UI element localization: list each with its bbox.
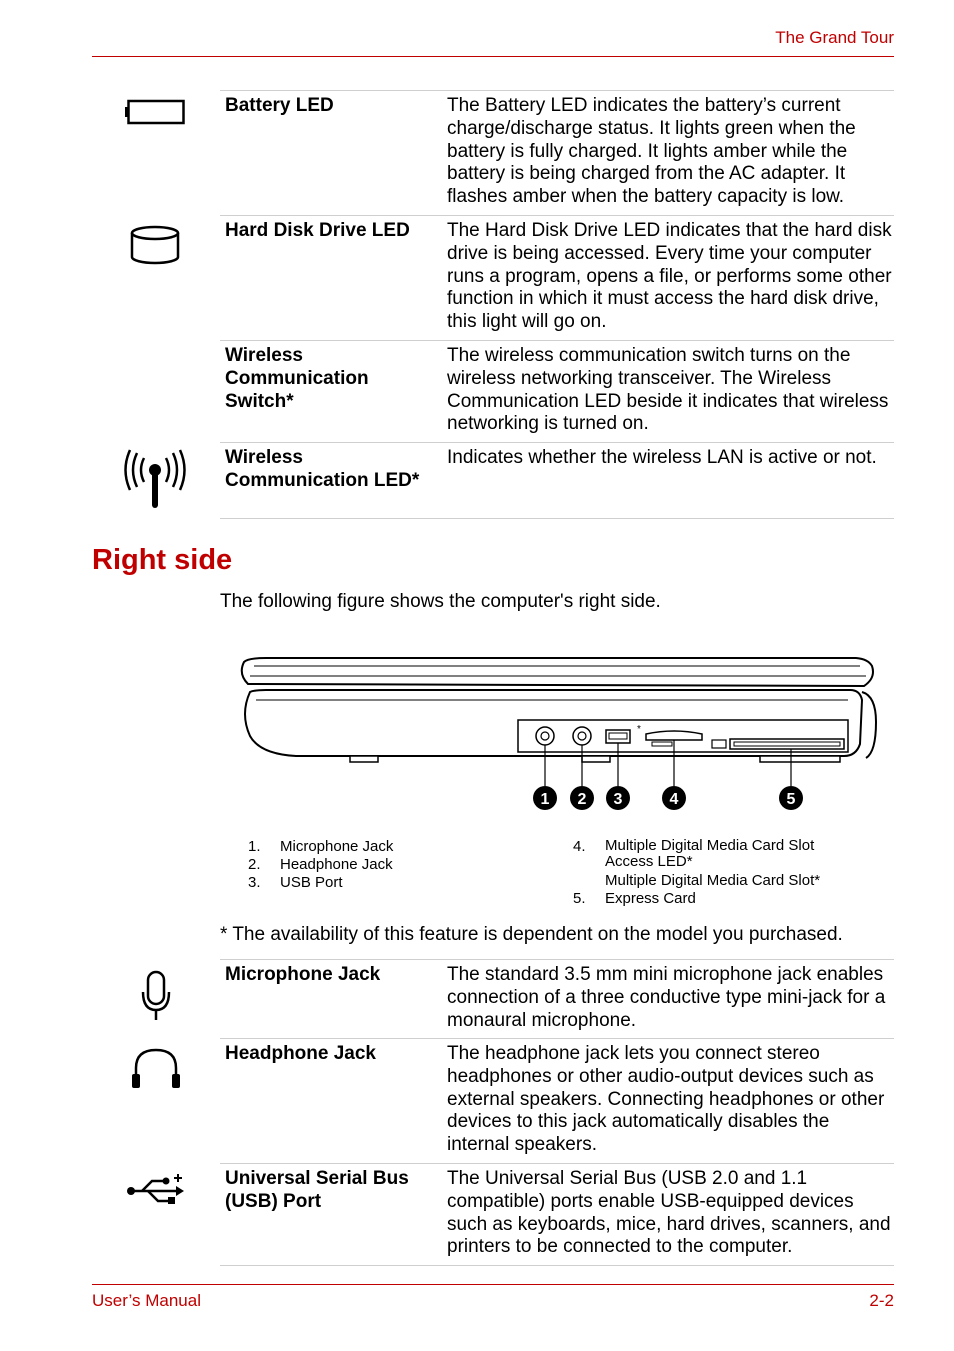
section-intro: The following figure shows the computer's right side. [220, 591, 661, 612]
headphone-icon [130, 1046, 182, 1090]
hard-disk-icon [128, 224, 182, 266]
legend-item: 3. USB Port [248, 874, 343, 891]
desc-battery-led: The Battery LED indicates the battery’s current charge/discharge status. It lights green when the battery is fully charged. It lights amber while the battery is being charged from the AC adapter. It flashes amber when the battery capacity is low. [447, 95, 856, 208]
svg-text:5: 5 [786, 791, 796, 808]
desc-headphone-jack: The headphone jack lets you connect stereo headphones or other audio-output devices such as external speakers. Connecting headphones or other devices to this jack automatically disables the internal speakers. [447, 1043, 885, 1156]
callout-3 [606, 786, 630, 810]
section-title: Right side [92, 544, 233, 576]
term-wireless-switch: Wireless Communication Switch* [225, 345, 369, 412]
table-row [220, 341, 894, 443]
led-table [220, 90, 894, 519]
table-row [220, 960, 894, 1039]
term-headphone-jack: Headphone Jack [225, 1043, 376, 1064]
asterisk-mark: * [637, 724, 641, 735]
svg-text:2: 2 [577, 791, 587, 808]
port-table [220, 959, 894, 1266]
battery-icon [125, 96, 187, 128]
footer-manual-title: User’s Manual [92, 1291, 201, 1310]
callout-5 [779, 786, 803, 810]
svg-text:4: 4 [669, 791, 679, 808]
availability-note: * The availability of this feature is dependent on the model you purchased. [220, 924, 843, 945]
figure-legend-left [248, 838, 448, 898]
table-row [220, 216, 894, 341]
callout-1 [533, 786, 557, 810]
term-wireless-led: Wireless Communication LED* [225, 447, 420, 491]
media-card-slot [646, 731, 702, 740]
wireless-antenna-icon [124, 448, 186, 512]
desc-wireless-switch: The wireless communication switch turns on the wireless networking transceiver. The Wireless Communication LED beside it indicates that wireless networking is turned on. [447, 345, 889, 435]
desc-wireless-led: Indicates whether the wireless LAN is active or not. [447, 447, 877, 468]
legend-item: 5. Express Card [573, 890, 696, 907]
legend-item: 1. Microphone Jack [248, 838, 394, 855]
usb-icon [126, 1174, 188, 1208]
header-rule [92, 56, 894, 57]
svg-text:1: 1 [540, 791, 550, 808]
svg-text:3: 3 [613, 791, 623, 808]
page-number: 2-2 [869, 1291, 894, 1310]
legend-item: Multiple Digital Media Card Slot* [605, 872, 821, 889]
running-header: The Grand Tour [775, 28, 894, 47]
callout-2 [570, 786, 594, 810]
table-row [220, 91, 894, 216]
desc-microphone-jack: The standard 3.5 mm mini microphone jack enables connection of a three conductive type mini-jack for a monaural microphone. [447, 964, 886, 1031]
desc-hdd-led: The Hard Disk Drive LED indicates that the hard disk drive is being accessed. Every time your computer runs a program, opens a file, or performs some other function in which it must access the hard disk drive, this light will go on. [447, 220, 892, 333]
legend-item: 4. Multiple Digital Media Card Slot Access LED* [573, 837, 815, 870]
table-row [220, 1039, 894, 1164]
laptop-right-side-figure [236, 652, 881, 817]
figure-legend-right [573, 838, 853, 910]
footer-rule [92, 1284, 894, 1285]
desc-usb-port: The Universal Serial Bus (USB 2.0 and 1.1 compatible) ports enable USB-equipped devices such as keyboards, mice, hard drives, scanners, and printers to be connected to the computer. [447, 1168, 891, 1258]
microphone-icon [138, 970, 174, 1024]
term-usb-port: Universal Serial Bus (USB) Port [225, 1168, 409, 1212]
table-row [220, 1164, 894, 1266]
legend-item: 2. Headphone Jack [248, 856, 393, 873]
term-battery-led: Battery LED [225, 95, 334, 116]
callout-4 [662, 786, 686, 810]
term-hdd-led: Hard Disk Drive LED [225, 220, 410, 241]
table-row [220, 443, 894, 519]
term-microphone-jack: Microphone Jack [225, 964, 381, 985]
